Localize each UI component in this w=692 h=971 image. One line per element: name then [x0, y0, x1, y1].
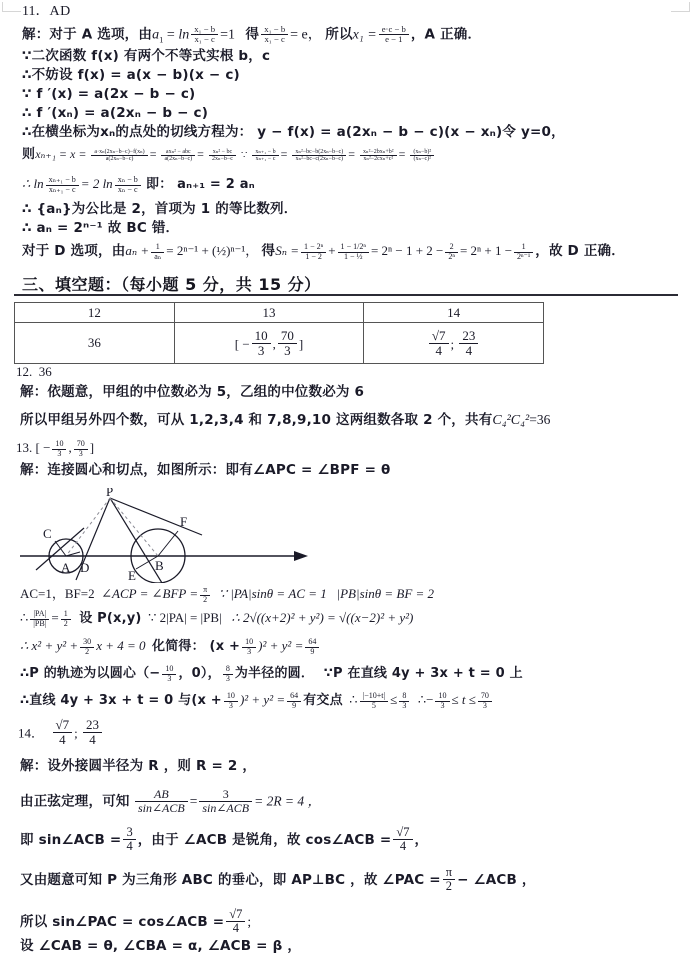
q11-line-2: ∵二次函数 f(x) 有两个不等式实根 b，c [22, 48, 271, 64]
q11-frac-14: $\frac{\text{1 − 2ⁿ}}{1 - 2}$ [301, 243, 326, 261]
section-3-rule [14, 294, 678, 296]
q14-line-3 [20, 826, 428, 854]
cell14-frac-1: $\frac{√7}{4}$ [429, 329, 449, 358]
q14-l2-tail: = 2R = 4 ， [254, 793, 322, 809]
label-f: F [180, 514, 188, 529]
q11-line-8 [22, 176, 255, 194]
table-header-13: 13 [174, 303, 364, 323]
q13-l3-she: 设 P(x,y) [79, 611, 142, 627]
q14-line-5 [20, 908, 251, 936]
cell13-frac-1: $\frac{10}{3}$ [252, 329, 271, 358]
q13-l4-a: ∴ x² + y² + [20, 638, 79, 654]
q11-a1: a [152, 27, 160, 43]
q11-l11-mid: = 2ⁿ⁻¹ + (½)ⁿ⁻¹， [166, 243, 259, 259]
q11-l8-lead: ∴ ln [22, 176, 44, 192]
q11-line-7: 则xₙ₊₁ = x = $\frac{\text{a·xₙ(2xₙ−b−c)−f(xₙ)}}{\text{a(2xₙ−b−c)}}$ = axₙ² − abc a(2xₙ−b−c) = $\frac{\text{xₙ² − bc}}{\text{2xₙ−b−c}}$ ∵ $\frac{\text{xₙ₊₁ − b}}{\text{xₙ₊₁ − c}}$ = $\frac{\text{xₙ²−bc−b(2xₙ−b−c)}}{\text{xₙ²−bc−c(2xₙ−b−c)}}$ = xₙ²−2bxₙ+b² xₙ²−2cxₙ+c² = $\frac{\text{(xₙ−b)²}}{\text{(xₙ−c)²}}$ [22, 148, 436, 163]
q13-l6-a: ∴直线 4y + 3x + t = 0 与(x + [20, 693, 222, 709]
q13-l5-a: ∴P 的轨迹为以圆心（− [20, 666, 161, 682]
radius-a-c [55, 541, 66, 556]
q14-frac-sqrt7-4: $\frac{√7}{4}$ [393, 826, 412, 854]
q13-frac-l6-1: $\frac{10}{3}$ [224, 692, 238, 710]
q13-l4-c: 化简得： (x + [152, 639, 241, 655]
q11-l11-sn: Sₙ = [275, 243, 300, 259]
q13-l3-eq: = [51, 610, 59, 626]
q13-ans-comma: , [68, 440, 72, 456]
q14-ans-sep: ; [74, 725, 78, 741]
q11-line-9: ∴ {aₙ}为公比是 2，首项为 1 的等比数列． [22, 201, 298, 217]
table-cell-13 [174, 323, 364, 364]
q14-l5-b: ; [247, 914, 252, 929]
q14-l3-b: ，由于 ∠ACB 是锐角，故 cos∠ACB = [137, 832, 392, 848]
q13-line-3 [20, 610, 413, 628]
q14-l5-a: 所以 sin∠PAC = cos∠ACB = [20, 914, 225, 930]
q13-line-5 [20, 665, 523, 683]
q11-number-answer [22, 5, 71, 19]
q13-l2-b: ∠ACP = ∠BFP = [101, 586, 199, 602]
q14-line-4 [20, 866, 536, 894]
q13-frac-center: $\frac{10}{3}$ [162, 665, 176, 683]
q14-number: 14． [18, 725, 45, 741]
cell13-comma: , [272, 336, 276, 351]
q11-a1-sub: 1 [159, 34, 164, 45]
table-header-12: 12 [15, 303, 175, 323]
q11-line-10: ∴ aₙ = 2ⁿ⁻¹ 故 BC 错． [22, 220, 180, 236]
dashed-p-a [66, 498, 110, 556]
q11-frac-10: $\frac{\text{(xₙ−b)²}}{\text{(xₙ−c)²}}$ [410, 149, 434, 163]
radius-b-f [158, 531, 178, 556]
q11-l1-tail: ，A 正确． [410, 26, 482, 43]
q13-ans-close: ] [89, 440, 95, 456]
q12-number: 12. [16, 364, 33, 379]
q11-x1: x₁ = [352, 27, 377, 43]
q11-l11-de: 得 [261, 243, 276, 260]
q13-line-4 [20, 638, 321, 656]
q11-l8-tail: 即： aₙ₊₁ = 2 aₙ [146, 177, 255, 193]
q12-combination: C₄²C₄² [492, 413, 530, 428]
answer-table [14, 302, 544, 364]
label-p: P [106, 488, 114, 499]
q11-line-11 [22, 243, 625, 261]
q11-l11-res: = 2ⁿ − 1 + 2 − [370, 243, 444, 259]
q14-line-6: 设 ∠CAB = θ, ∠CBA = α, ∠ACB = β ， [20, 938, 302, 954]
q11-l11-res2: = 2ⁿ + 1 − [459, 243, 513, 259]
q13-frac-l6-2: $\frac{64}{9}$ [287, 692, 301, 710]
q14-l3-a: 即 sin∠ACB = [20, 832, 122, 848]
q13-frac-l6-3: $\frac{|-10+t|}{5}$ [360, 692, 389, 710]
q14-frac-sqrt7-4b: $\frac{√7}{4}$ [226, 908, 245, 936]
q12-l2-post: =36 [529, 412, 551, 427]
q11-l8-mid: = 2 ln [80, 176, 113, 192]
q11-frac-16: $\frac{2}{\text{2ⁿ}}$ [445, 243, 458, 261]
q13-l3-lead: ∴ [20, 610, 29, 626]
q14-frac-3-sin: 3 sin∠ACB [199, 788, 252, 814]
q11-l11-lead: 对于 D 选项，由 [22, 243, 126, 260]
q13-l2-d: |PB|sinθ = BF = 2 [336, 586, 435, 602]
q13-l2-c: ∵ |PA|sinθ = AC = 1 [218, 586, 327, 602]
q13-frac-l6-5: $\frac{10}{3}$ [435, 692, 449, 710]
q11-frac-11: $\frac{\text{xₙ₊₁ − b}}{\text{xₙ₊₁ − c}}$ [46, 176, 79, 194]
q14-line-2 [20, 788, 321, 814]
q14-frac-ab-sin: AB sin∠ACB [135, 788, 188, 814]
q13-frac-10-3: $\frac{10}{3}$ [242, 638, 256, 656]
q12-l2-pre: 所以甲组另外四个数，可从 1,2,3,4 和 7,8,9,10 这两组数各取 2 个，共有 [20, 412, 493, 428]
cell13-open: [ − [234, 336, 250, 351]
cell13-close: ] [298, 336, 304, 351]
q13-l3-c: ∴ 2√((x+2)² + y²) = √((x−2)² + y²) [231, 610, 414, 626]
label-a: A [61, 560, 71, 575]
crop-mark-top-right [671, 2, 690, 12]
table-row [15, 323, 544, 364]
q11-line-4: ∵ f ′(x) = a(2x − b − c) [22, 86, 196, 102]
q11-frac-8: $\frac{\text{xₙ²−bc−b(2xₙ−b−c)}}{\text{xₙ²−bc−c(2xₙ−b−c)}}$ [292, 149, 346, 163]
q11-line-6: ∴在横坐标为xₙ的点处的切线方程为： y − f(x) = a(2xₙ − b − c)(x − xₙ)令 y=0， [22, 124, 565, 140]
q11-number: 11． [22, 4, 50, 19]
q13-ans-frac-1: $\frac{10}{3}$ [52, 440, 66, 458]
q14-number-answer [18, 718, 104, 747]
q13-number-answer [16, 440, 94, 458]
q11-frac-17: $\frac{1}{\text{2ⁿ⁻¹}}$ [514, 243, 533, 261]
q11-suoyi: 所以 [325, 26, 353, 43]
q11-ln: ln [178, 27, 190, 43]
q12-number-answer [16, 365, 52, 378]
q11-frac-6: $\frac{\text{xₙ² − bc}}{\text{2xₙ−b−c}}$ [209, 149, 236, 163]
q12-line-1: 解：依题意，甲组的中位数必为 5，乙组的中位数必为 6 [20, 384, 365, 400]
q13-l5-b: ，0）， [178, 666, 221, 682]
label-e: E [128, 568, 136, 583]
q13-frac-radius: $\frac{8}{3}$ [223, 665, 233, 683]
q13-l6-f: ∴− [417, 692, 434, 708]
q11-eq1: =1 [220, 27, 236, 43]
q13-l3-b: ∵ 2|PA| = |PB| [148, 610, 222, 626]
q14-ans-frac-1: $\frac{√7}{4}$ [53, 718, 73, 747]
table-cell-12: 36 [15, 323, 175, 364]
q11-frac-7: $\frac{\text{xₙ₊₁ − b}}{\text{xₙ₊₁ − c}}$ [252, 149, 278, 163]
q11-l11-plus: + [328, 243, 336, 259]
q13-line-1: 解：连接圆心和切点，如图所示：即有∠APC = ∠BPF = θ [20, 462, 391, 478]
label-c: C [43, 526, 52, 541]
q13-frac-l6-6: $\frac{70}{3}$ [478, 692, 492, 710]
q11-de: 得 [245, 26, 260, 43]
cell14-sep: ; [450, 336, 455, 351]
q13-line-2 [20, 586, 434, 604]
q13-ans-open: [ − [35, 440, 51, 456]
q13-l5-c: 为半径的圆． [234, 666, 315, 682]
q11-l11-an: aₙ + [125, 243, 150, 259]
q11-l7-because: ∵ [240, 150, 248, 161]
q11-l7-lead: 则 [22, 147, 36, 162]
q11-line-1 [22, 25, 481, 44]
q11-line-3: ∴不妨设 f(x) = a(x − b)(x − c) [22, 67, 240, 83]
q13-frac-30-2: $\frac{30}{2}$ [80, 638, 94, 656]
q11-frac-12: $\frac{\text{xₙ − b}}{\text{xₙ − c}}$ [115, 176, 141, 194]
q11-frac-15: $\frac{\text{1 − 1/2ⁿ}}{\text{1 − ½}}$ [338, 243, 369, 261]
q11-eq-e: = e， [290, 27, 322, 43]
q13-frac-pi2: $\frac{\pi}{2}$ [200, 586, 210, 604]
q11-frac-4: $\frac{\text{a·xₙ(2xₙ−b−c)−f(xₙ)}}{\text{a(2xₙ−b−c)}}$ [91, 149, 147, 163]
q11-eq: = [166, 27, 175, 43]
q11-l1-prefix: 解：对于 A 选项，由 [22, 26, 153, 43]
q11-frac-9: xₙ²−2bxₙ+b² xₙ²−2cxₙ+c² [360, 149, 397, 163]
q14-l4-b: − ∠ACB ， [457, 872, 536, 888]
crop-mark-top-left [2, 2, 21, 12]
q13-l6-b: )² + y² = [239, 692, 286, 708]
q11-frac-1: $\frac{\text{x₁ − b}}{\text{x₁ − c}}$ [191, 25, 218, 44]
axis-arrowhead [294, 551, 308, 561]
geometry-figure [18, 488, 318, 583]
q13-l6-g: ≤ t ≤ [451, 692, 476, 708]
q13-number: 13. [16, 440, 33, 456]
q13-frac-pa-pb: $\frac{|PA|}{|PB|}$ [30, 610, 49, 628]
q11-frac-13: $\frac{1}{\text{aₙ}}$ [151, 243, 164, 261]
q13-line-6 [20, 692, 494, 710]
q13-l4-b: x + 4 = 0 [96, 638, 146, 654]
q14-l2-lead: 由正弦定理，可知 [20, 793, 130, 810]
q11-xn1: xₙ₊₁ = x = [35, 147, 87, 161]
q13-frac-half: $\frac{1}{2}$ [61, 610, 71, 628]
table-header-14: 14 [364, 303, 544, 323]
q13-frac-64-9: $\frac{64}{9}$ [305, 638, 319, 656]
q13-l2-a: AC=1，BF=2 [20, 586, 95, 602]
label-b: B [155, 558, 164, 573]
q13-l6-e: ≤ [390, 692, 398, 708]
q13-l4-d: )² + y² = [258, 638, 304, 654]
q11-frac-2: $\frac{\text{x₁ − b}}{\text{x₁ − c}}$ [261, 25, 288, 44]
q11-frac-3: $\frac{e\cdot c - b}{e - 1}$ [379, 25, 409, 44]
q14-ans-frac-2: $\frac{23}{4}$ [83, 718, 102, 747]
q12-line-2 [20, 413, 550, 428]
cell13-frac-2: $\frac{70}{3}$ [278, 329, 297, 358]
q11-answer: AD [49, 4, 71, 19]
dashed-p-b [110, 498, 158, 556]
section-3-heading: 三、填空题：（每小题 5 分，共 15 分） [22, 275, 321, 294]
q14-frac-3-4: $\frac{3}{4}$ [123, 826, 135, 854]
q14-line-1: 解：设外接圆半径为 R ，则 R = 2 ， [20, 758, 257, 774]
cell14-frac-2: $\frac{23}{4}$ [459, 329, 478, 358]
q14-l3-c: ， [414, 832, 429, 848]
q13-ans-frac-2: $\frac{70}{3}$ [74, 440, 88, 458]
q14-l4-a: 又由题意可知 P 为三角形 ABC 的垂心，即 AP⊥BC ，故 ∠PAC = [20, 872, 441, 888]
q11-line-5: ∴ f ′(xₙ) = a(2xₙ − b − c) [22, 105, 209, 121]
q11-frac-5: axₙ² − abc a(2xₙ−b−c) [161, 149, 195, 163]
q13-l6-c: 有交点 [303, 693, 343, 709]
q14-frac-pi-2: $\frac{\pi}{2}$ [443, 866, 455, 894]
label-d: D [80, 560, 90, 575]
q11-l11-tail: ，故 D 正确． [535, 243, 625, 260]
q13-l5-d: ∵P 在直线 4y + 3x + t = 0 上 [323, 666, 523, 682]
q14-l2-eq: = [189, 793, 198, 809]
q12-answer: 36 [38, 364, 52, 379]
q13-l6-d: ∴ [349, 692, 358, 708]
table-cell-14 [364, 323, 544, 364]
table-header-row [15, 303, 544, 323]
q13-frac-l6-4: $\frac{8}{3}$ [399, 692, 409, 710]
